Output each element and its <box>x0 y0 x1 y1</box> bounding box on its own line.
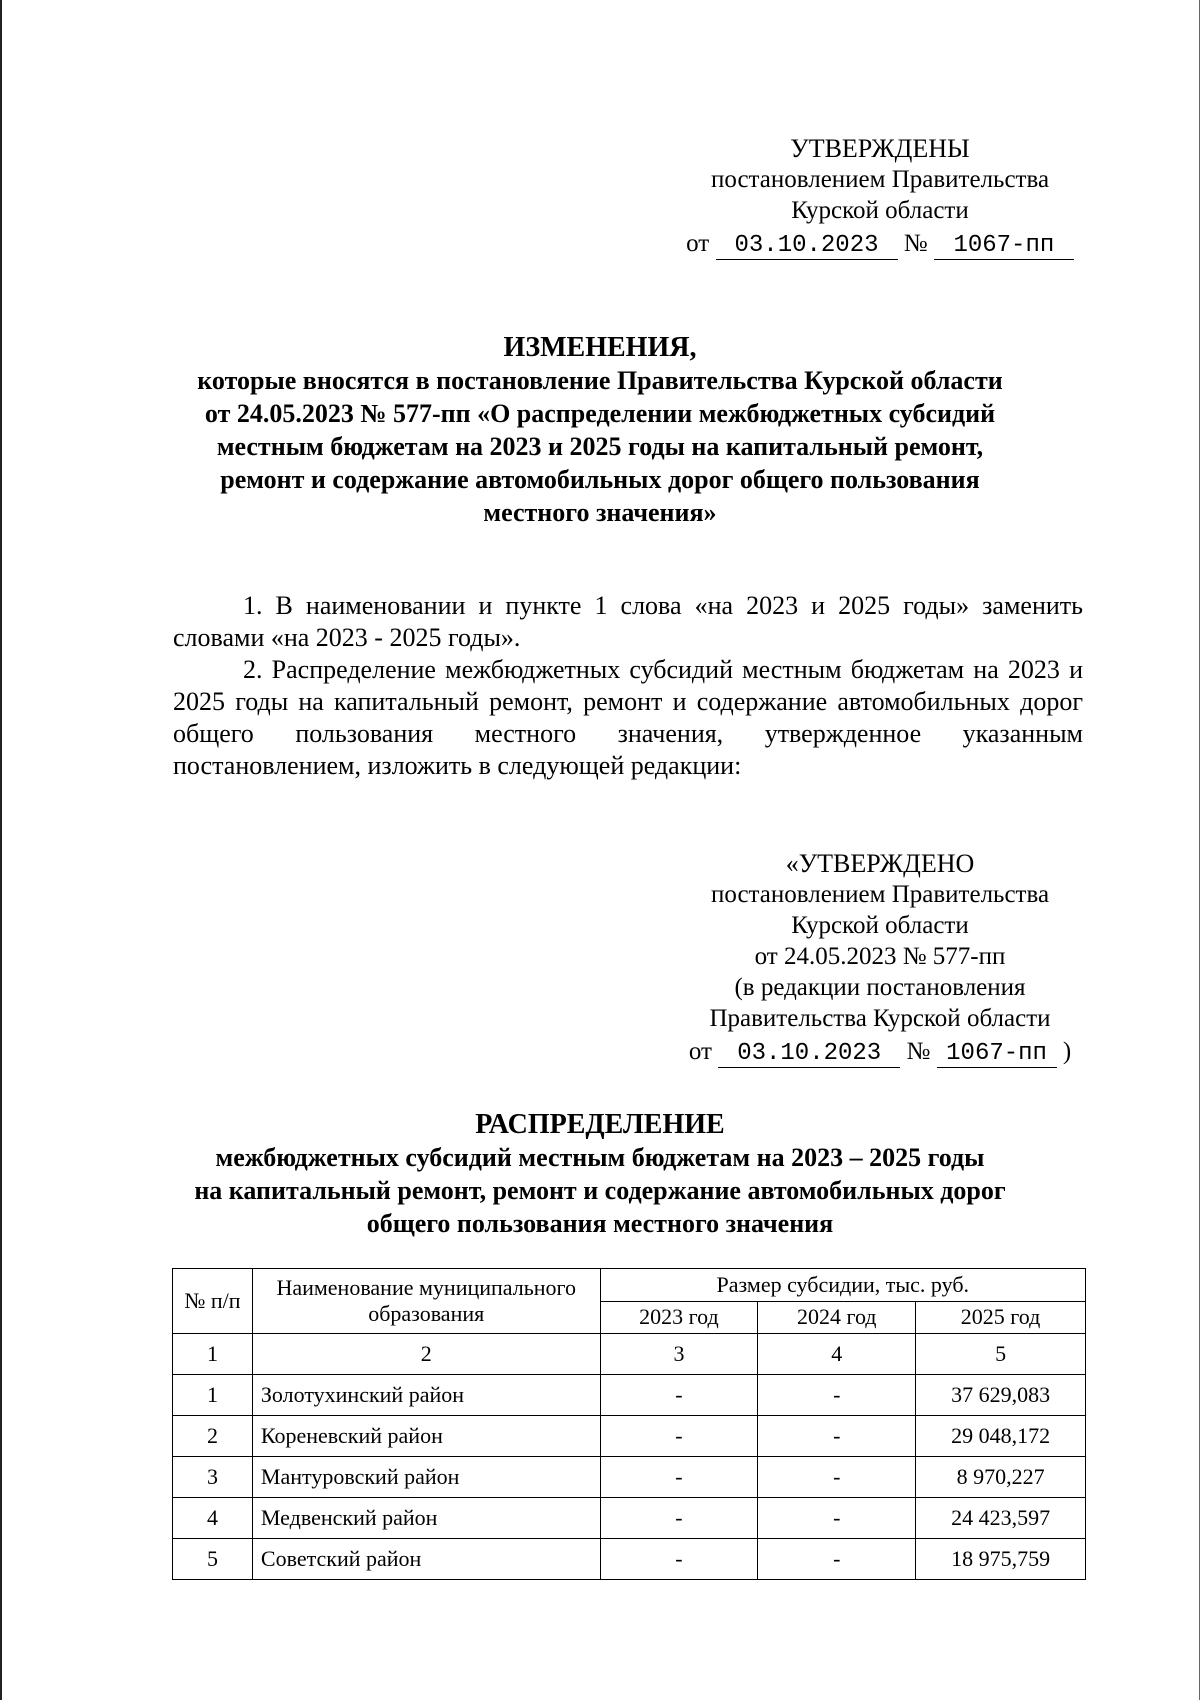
row-value-2025: 24 423,597 <box>916 1498 1086 1539</box>
row-value-2025: 29 048,172 <box>916 1416 1086 1457</box>
row-number: 3 <box>173 1457 253 1498</box>
header-year-2025: 2025 год <box>916 1301 1086 1334</box>
row-value-2023: - <box>600 1457 758 1498</box>
distribution-heading <box>150 1108 1050 1240</box>
number-label: № <box>906 1038 931 1065</box>
number-label: № <box>903 230 928 257</box>
row-number: 1 <box>173 1375 253 1416</box>
changes-line-3: местным бюджетам на 2023 и 2025 годы на капитальный ремонт, <box>216 432 984 461</box>
distribution-line-3: общего пользования местного значения <box>366 1209 834 1238</box>
row-number: 2 <box>173 1416 253 1457</box>
distribution-title: РАСПРЕДЕЛЕНИЕ <box>475 1109 725 1140</box>
row-value-2024: - <box>758 1457 916 1498</box>
table-row <box>173 1539 1086 1580</box>
approval-block <box>650 133 1110 260</box>
row-value-2023: - <box>600 1498 758 1539</box>
approval2-line-2: Курской области <box>791 912 969 939</box>
approval-line-1: постановлением Правительства <box>710 166 1050 193</box>
index-cell: 5 <box>916 1334 1086 1375</box>
approval2-line-4: (в редакции постановления <box>734 974 1026 1001</box>
index-cell: 4 <box>758 1334 916 1375</box>
row-name: Мантуровский район <box>252 1457 600 1498</box>
row-name: Медвенский район <box>252 1498 600 1539</box>
approval-number: 1067-пп <box>934 233 1074 260</box>
changes-heading <box>150 331 1050 529</box>
table-row <box>173 1498 1086 1539</box>
approval2-line-1: постановлением Правительства <box>710 881 1050 908</box>
changes-line-2: от 24.05.2023 № 577-пп «О распределении межбюджетных субсидий <box>204 399 996 428</box>
approval2-number: 1067-пп <box>937 1041 1057 1068</box>
changes-line-5: местного значения» <box>483 498 717 527</box>
row-number: 5 <box>173 1539 253 1580</box>
distribution-line-2: на капитальный ремонт, ремонт и содержание автомобильных дорог <box>194 1176 1006 1205</box>
approval2-date: 03.10.2023 <box>718 1041 900 1068</box>
approval2-line-5: Правительства Курской области <box>709 1005 1051 1032</box>
row-value-2024: - <box>758 1498 916 1539</box>
approval2-date-line <box>650 1036 1110 1068</box>
row-value-2023: - <box>600 1416 758 1457</box>
header-year-2023: 2023 год <box>600 1301 758 1334</box>
changes-line-1: которые вносятся в постановление Правительства Курской области <box>197 366 1003 395</box>
distribution-line-1: межбюджетных субсидий местным бюджетам на 2023 – 2025 годы <box>215 1143 985 1172</box>
header-subsidy-size: Размер субсидии, тыс. руб. <box>600 1269 1085 1302</box>
approval-date: 03.10.2023 <box>716 233 898 260</box>
approval2-title: «УТВЕРЖДЕНО <box>785 849 975 878</box>
paragraph-2: 2. Распределение межбюджетных субсидий местным бюджетам на 2023 и 2025 годы на капитальный ремонт, ремонт и содержание автомобильных дорог общего пользования местного значения, утвержденное указанным постановлением, изложить в следующей редакции: <box>173 655 1083 780</box>
table-row <box>173 1416 1086 1457</box>
row-value-2025: 18 975,759 <box>916 1539 1086 1580</box>
row-value-2023: - <box>600 1539 758 1580</box>
closing-paren: ) <box>1062 1038 1072 1065</box>
subsidy-table <box>172 1268 1086 1580</box>
index-cell: 1 <box>173 1334 253 1375</box>
changes-line-4: ремонт и содержание автомобильных дорог общего пользования <box>220 465 980 494</box>
approval-date-line <box>650 228 1110 260</box>
row-name: Золотухинский район <box>252 1375 600 1416</box>
header-name: Наименование муниципального образования <box>252 1269 600 1334</box>
row-value-2025: 37 629,083 <box>916 1375 1086 1416</box>
header-year-2024: 2024 год <box>758 1301 916 1334</box>
body-paragraphs <box>173 590 1083 782</box>
index-cell: 3 <box>600 1334 758 1375</box>
column-index-row <box>173 1334 1086 1375</box>
table-row <box>173 1375 1086 1416</box>
header-number: № п/п <box>173 1269 253 1334</box>
row-value-2024: - <box>758 1375 916 1416</box>
row-name: Кореневский район <box>252 1416 600 1457</box>
row-name: Советский район <box>252 1539 600 1580</box>
row-number: 4 <box>173 1498 253 1539</box>
from-label: от <box>686 230 710 257</box>
row-value-2024: - <box>758 1539 916 1580</box>
approval2-line-3: от 24.05.2023 № 577-пп <box>754 943 1006 970</box>
approval-title: УТВЕРЖДЕНЫ <box>790 134 970 163</box>
from-label: от <box>688 1038 712 1065</box>
changes-title: ИЗМЕНЕНИЯ, <box>503 332 697 363</box>
approval-line-2: Курской области <box>791 197 969 224</box>
paragraph-1: 1. В наименовании и пункте 1 слова «на 2023 и 2025 годы» заменить словами «на 2023 - 2025 годы». <box>173 591 1083 652</box>
index-cell: 2 <box>252 1334 600 1375</box>
row-value-2025: 8 970,227 <box>916 1457 1086 1498</box>
page-left-edge <box>0 0 2 1700</box>
row-value-2024: - <box>758 1416 916 1457</box>
row-value-2023: - <box>600 1375 758 1416</box>
table-row <box>173 1457 1086 1498</box>
approval-block-2 <box>650 848 1110 1068</box>
